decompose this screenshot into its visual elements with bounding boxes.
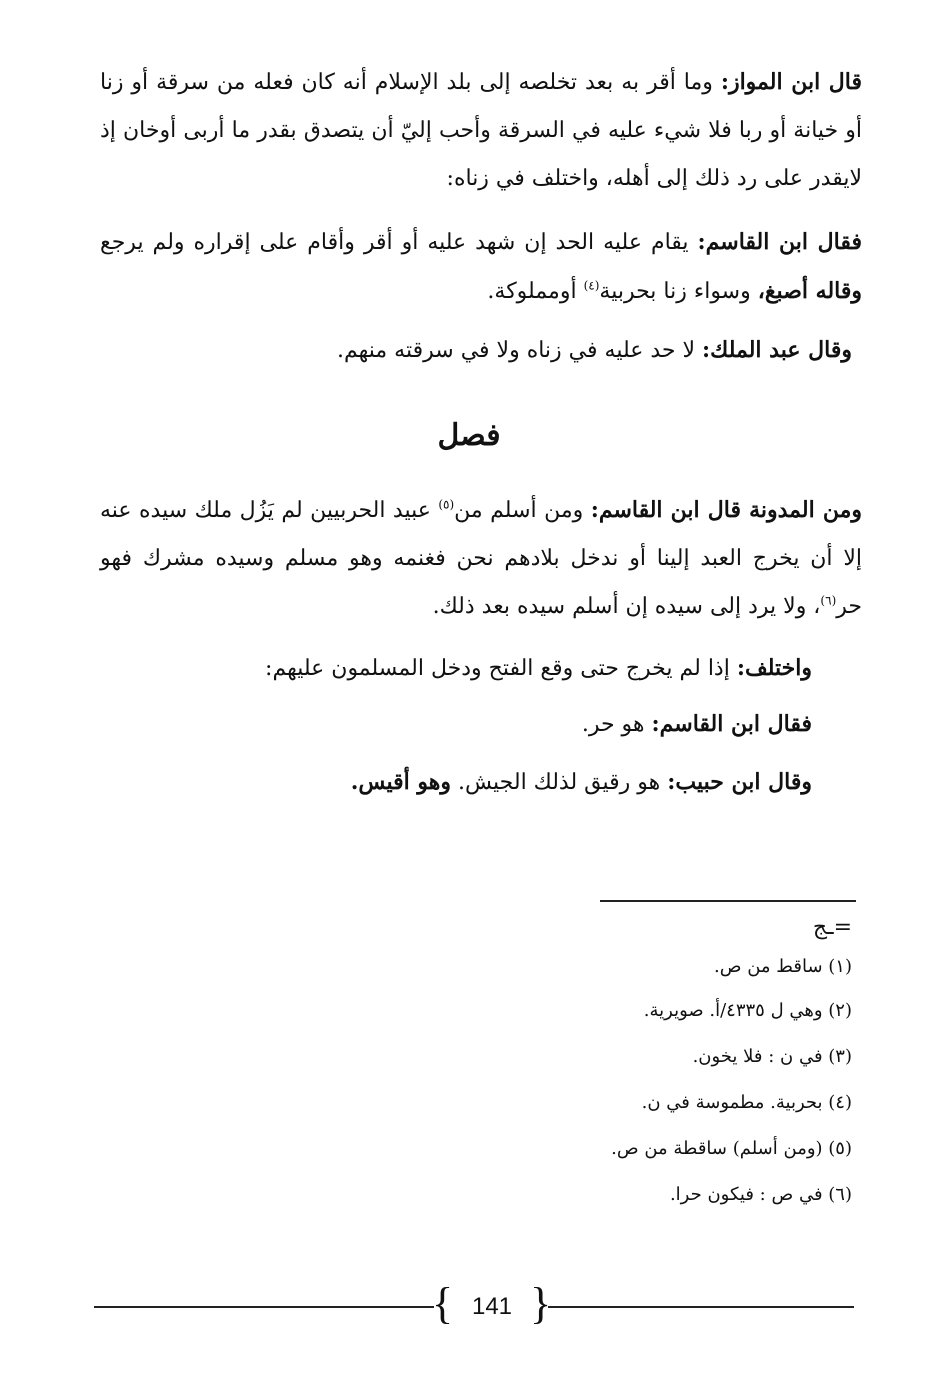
paragraph-text: ، ولا يرد إلى سيده إن أسلم سيده بعد ذلك. xyxy=(432,594,821,619)
paragraph-ikhtilaf xyxy=(265,644,812,693)
paragraph-ibn-al-qasim-2 xyxy=(582,700,812,749)
page-number-bracket-left: { xyxy=(432,1279,454,1328)
paragraph-abd-al-malik xyxy=(337,326,852,375)
paragraph-text: أومملوكة. xyxy=(487,279,584,304)
speaker-lead: وقال ابن حبيب: xyxy=(667,769,812,795)
paragraph-text: يقام عليه الحد إن شهد عليه أو أقر وأقام على إقراره ولم يرجع xyxy=(100,230,698,255)
footnote-6: (٦) في ص : فيكون حرا. xyxy=(669,1184,852,1205)
footnote-ref[interactable]: (٦) xyxy=(820,593,837,608)
page-number-bracket-right: } xyxy=(530,1279,552,1328)
speaker-lead: وقاله أصبغ، xyxy=(757,278,862,304)
footnote-separator xyxy=(600,900,856,902)
paragraph-text: ومن أسلم من xyxy=(454,498,591,523)
paragraph-ibn-al-qasim-1 xyxy=(100,218,862,316)
footnote-3: (٣) في ن : فلا يخون. xyxy=(692,1046,852,1067)
footnote-ref[interactable]: (٤) xyxy=(583,278,600,293)
paragraph-text: هو حر. xyxy=(581,712,652,737)
paragraph-text: عبيد الحربيين لم يَزُل ملك سيده عنه إلا أن يخرج العبد إلينا أو ندخل بلادهم نحن فغنمه وهو مسلم وسيده مشرك فهو حر xyxy=(100,498,862,619)
paragraph-text: هو رقيق لذلك الجيش. xyxy=(451,770,668,795)
footer-rule-right xyxy=(548,1306,854,1308)
footnote-ref[interactable]: (٥) xyxy=(438,497,455,512)
speaker-lead: وقال عبد الملك: xyxy=(702,337,852,363)
speaker-lead: واختلف: xyxy=(736,655,812,681)
footnote-2: (٢) وهي ل ٤٣٣٥/أ. صويرية. xyxy=(643,1000,852,1021)
speaker-lead: فقال ابن القاسم: xyxy=(651,711,812,737)
footer-rule-left xyxy=(94,1306,434,1308)
paragraph-mudawwana xyxy=(100,486,862,631)
footnote-4: (٤) بحربية. مطموسة في ن. xyxy=(641,1092,852,1113)
paragraph-text: لا حد عليه في زناه ولا في سرقته منهم. xyxy=(336,338,703,363)
paragraph-text: وسواء زنا بحربية xyxy=(599,279,758,304)
speaker-lead: وهو أقيس. xyxy=(350,769,451,795)
paragraph-text: وما أقر به بعد تخلصه إلى بلد الإسلام أنه كان فعله من سرقة أو زنا أو خيانة أو ربا فلا شيء عليه في السرقة وأحب إليّ أن يتصدق بقدر ما أربى أوخان إذ لايقدر على رد ذلك إلى أهله، واختلف في زناه: xyxy=(100,70,862,191)
section-heading xyxy=(0,418,938,453)
speaker-lead: فقال ابن القاسم: xyxy=(697,229,862,255)
paragraph-text: إذا لم يخرج حتى وقع الفتح ودخل المسلمون عليهم: xyxy=(265,656,737,681)
paragraph-ibn-habib xyxy=(351,758,812,807)
paragraph-ibn-al-mawaz xyxy=(100,58,862,203)
footnote-1: (١) ساقط من ص. xyxy=(714,956,852,977)
footnote-mark: ـج= xyxy=(812,915,852,940)
footnote-5: (٥) (ومن أسلم) ساقطة من ص. xyxy=(611,1138,852,1159)
speaker-lead: قال ابن المواز: xyxy=(720,69,862,95)
page-number: 141 xyxy=(471,1293,513,1320)
section-heading-text: فصل xyxy=(437,418,501,453)
speaker-lead: ومن المدونة قال ابن القاسم: xyxy=(590,497,862,523)
